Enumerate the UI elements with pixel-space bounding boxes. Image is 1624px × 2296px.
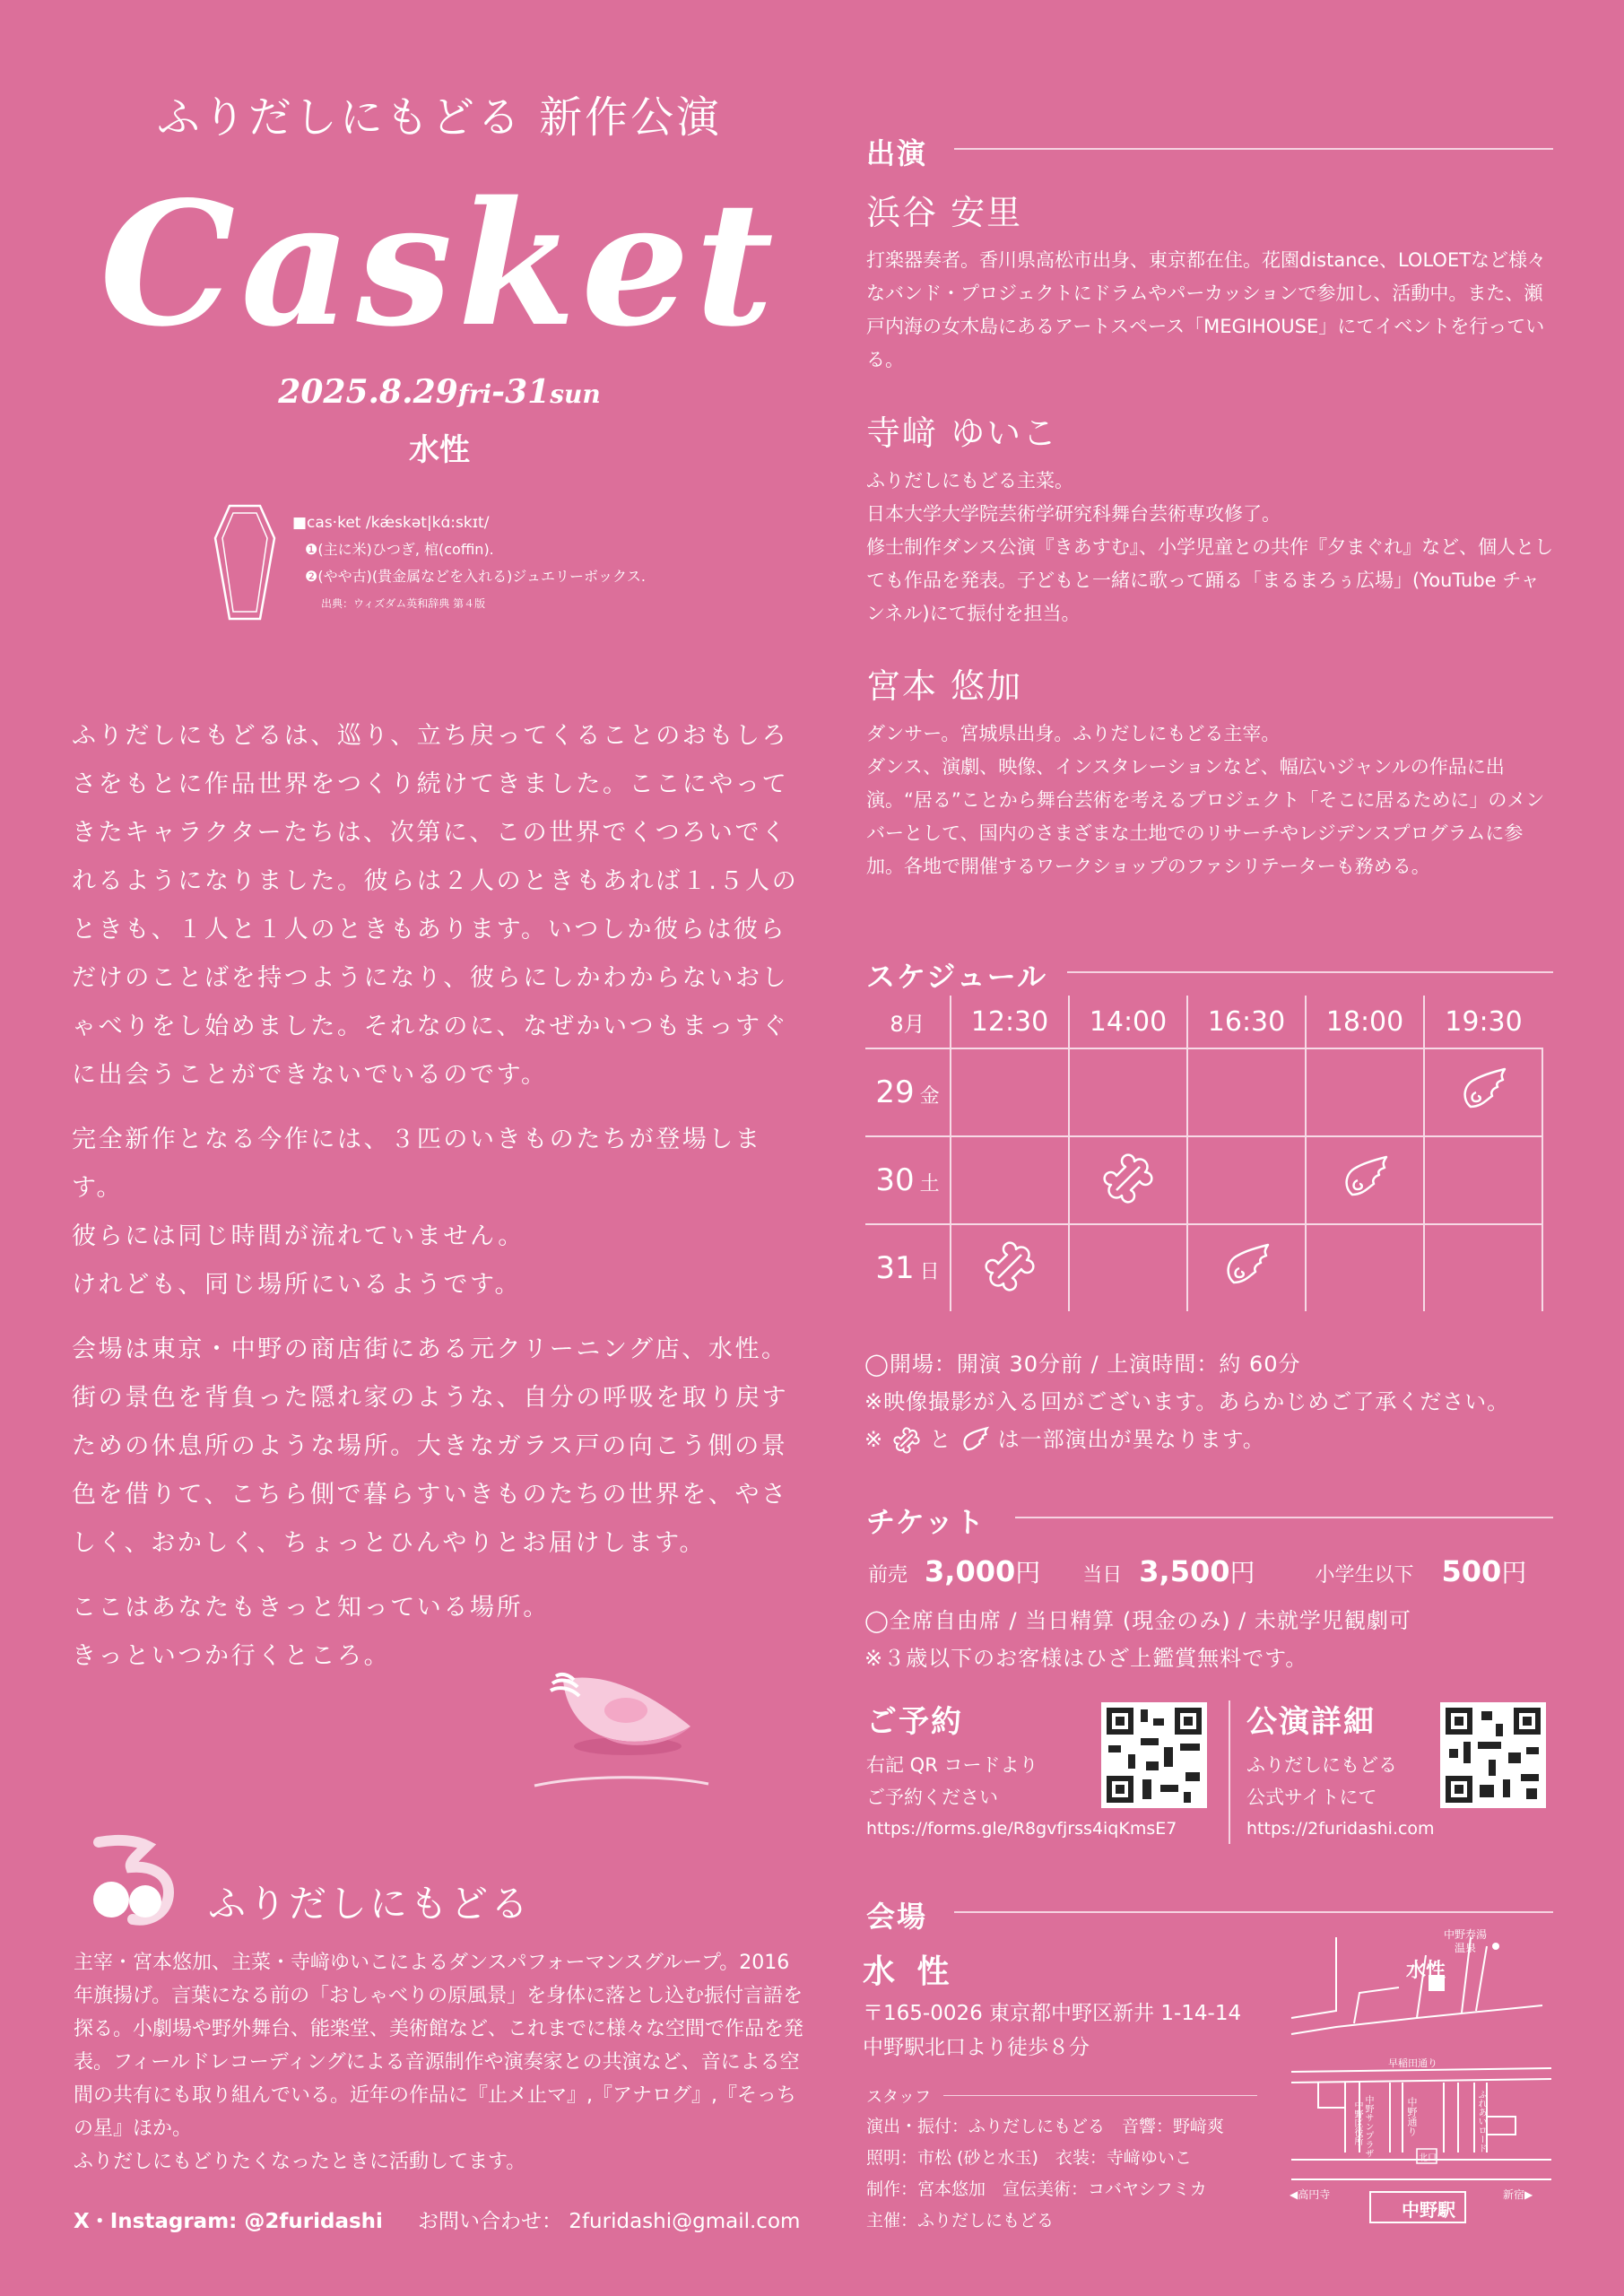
day-of-week: 金 <box>919 1085 940 1108</box>
yen: 円 <box>1501 1558 1527 1587</box>
schedule-time: 14:00 <box>1069 996 1187 1048</box>
child-price: 500 <box>1441 1554 1502 1588</box>
map-north-exit: 北口 <box>1419 2153 1437 2163</box>
note-suffix: は一部演出が異なります。 <box>997 1427 1265 1452</box>
column-divider <box>1229 1700 1230 1844</box>
schedule-cell <box>1424 1224 1542 1311</box>
intro-text <box>72 712 807 1681</box>
wing-icon <box>1338 1152 1392 1205</box>
schedule-row <box>865 1224 1542 1311</box>
schedule-heading: スケジュール <box>866 960 1048 994</box>
details-text-2: 公式サイトにて <box>1246 1787 1377 1808</box>
schedule-time: 18:00 <box>1306 996 1424 1048</box>
venue-short: 水性 <box>409 432 470 468</box>
cast-name-1: 浜谷 安里 <box>866 193 1023 232</box>
cast-divider <box>954 148 1553 150</box>
staff-line-4: 主催：ふりだしにもどる <box>866 2211 1055 2231</box>
wing-icon <box>1220 1239 1273 1293</box>
dictionary-sense-1: ❶(主に米)ひつぎ, 棺(coffin). <box>305 541 494 558</box>
company-description-last: ふりだしにもどりたくなったときに活動してます。 <box>74 2151 526 2173</box>
sns-account[interactable]: X・Instagram: @2furidashi <box>74 2210 383 2233</box>
map-street-sunplaza: 中野サンプラザ <box>1363 2095 1373 2158</box>
intro-paragraph-2-line-2: 彼らには同じ時間が流れていません。 <box>72 1222 525 1250</box>
venue-address: 〒165-0026 東京都中野区新井 1-14-14 <box>863 2002 1242 2025</box>
wing-icon <box>960 1425 990 1456</box>
map-street-fureai: ふれあいロード <box>1476 2090 1486 2152</box>
advance-price: 3,000 <box>925 1554 1016 1588</box>
venue-access: 中野駅北口より徒歩８分 <box>863 2036 1090 2059</box>
ticket-note-2: ※３歳以下のお客様はひざ上鑑賞無料です。 <box>864 1646 1308 1671</box>
schedule-notes <box>864 1345 1509 1458</box>
schedule-day-label <box>865 1048 951 1136</box>
date-start: 2025.8.29 <box>278 373 458 411</box>
ticket-prices <box>868 1553 1526 1589</box>
yen: 円 <box>1229 1558 1255 1587</box>
schedule-time: 16:30 <box>1187 996 1306 1048</box>
ticket-notes <box>864 1602 1411 1677</box>
company-logo-icon <box>83 1830 190 1928</box>
intro-paragraph-2-line-1: 完全新作となる今作には、３匹のいきものたちが登場します。 <box>72 1126 762 1202</box>
note-prefix: ※ <box>864 1427 884 1452</box>
weekday-sun: sun <box>550 379 601 409</box>
day-number: 31 <box>875 1250 915 1286</box>
weekday-fri: fri <box>457 379 492 409</box>
wing-icon <box>1456 1064 1510 1118</box>
schedule-cell <box>951 1136 1069 1224</box>
schedule-cell <box>1306 1224 1424 1311</box>
ticket-heading: チケット <box>866 1505 986 1539</box>
page-title: Casket <box>100 164 779 364</box>
reserve-heading: ご予約 <box>866 1704 963 1740</box>
schedule-header-row <box>865 996 1542 1048</box>
schedule-time: 12:30 <box>951 996 1069 1048</box>
venue-name: 水 性 <box>863 1953 955 1990</box>
details-text-1: ふりだしにもどる <box>1246 1754 1397 1776</box>
schedule-cell <box>1424 1136 1542 1224</box>
bone-icon <box>1099 1149 1158 1208</box>
schedule-cell <box>1424 1048 1542 1136</box>
reserve-text <box>866 1749 1038 1813</box>
map-street-waseda: 早稲田通り <box>1388 2057 1437 2069</box>
map-direction-right: 新宿▶ <box>1503 2188 1533 2201</box>
reserve-text-1: 右記 QR コードより <box>866 1754 1038 1776</box>
schedule-cell <box>1187 1136 1306 1224</box>
bone-icon <box>891 1425 922 1456</box>
schedule-cell <box>1306 1048 1424 1136</box>
schedule-note-2: ※映像撮影が入る回がございます。あらかじめご了承ください。 <box>864 1389 1510 1414</box>
staff-line-1: 演出・振付：ふりだしにもどる 音響：野﨑爽 <box>866 2117 1225 2136</box>
date-end: -31 <box>491 373 551 411</box>
door-price: 3,500 <box>1139 1554 1230 1588</box>
schedule-cell <box>951 1048 1069 1136</box>
cast-bio-3: ダンサー。宮城県出身。ふりだしにもどる主宰。 ダンス、演劇、映像、インスタレーションなど、幅広いジャンルの作品に出演。“居る”ことから舞台芸術を考えるプロジェクト「そこに居るために」のメンバーとして、国内のさまざまな土地でのリサーチやレジデンスプログラムに参加。各地で開催するワークショップのファシリテーターも務める。 <box>866 723 1545 877</box>
reserve-url[interactable]: https://forms.gle/R8gvfjrss4iqKmsE7 <box>866 1819 1177 1839</box>
intro-paragraph-4-line-2: きっといつか行くところ。 <box>72 1642 391 1670</box>
intro-paragraph-1: ふりだしにもどるは、巡り、立ち戻ってくることのおもしろさをもとに作品世界をつくり続けてきました。ここにやってきたキャラクターたちは、次第に、この世界でくつろいでくれるようになりました。彼らは２人のときもあれば１.５人のときも、１人と１人のときもあります。いつしか彼らは彼らだけのことばを持つようになり、彼らにしかわからないおしゃべりをし始めました。それなのに、なぜかいつもまっすぐに出会うことができないでいるのです。 <box>72 722 799 1089</box>
map-direction-left: ◀高円寺 <box>1290 2188 1331 2201</box>
intro-paragraph-3: 会場は東京・中野の商店街にある元クリーニング店、水性。街の景色を背負った隠れ家のような、自分の呼吸を取り戻すための休息所のような場所。大きなガラス戸の向こう側の景色を借りて、こちら側で暮らすいきものたちの世界を、やさしく、おかしく、ちょっとひんやりとお届けします。 <box>72 1335 789 1557</box>
shell-illustration <box>529 1664 726 1798</box>
details-qr-code[interactable] <box>1440 1702 1546 1808</box>
dictionary-entry <box>292 509 646 617</box>
cast-bio-1: 打楽器奏者。香川県高松市出身、東京都在住。花園distance、LOLOETなど様々なバンド・プロジェクトにドラムやパーカッションで参加し、活動中。また、瀬戸内海の女木島にあるアートスペース「MEGIHOUSE」にてイベントを行っている。 <box>866 249 1547 370</box>
details-url[interactable]: https://2furidashi.com <box>1246 1819 1435 1839</box>
yen: 円 <box>1015 1558 1041 1587</box>
details-heading: 公演詳細 <box>1246 1704 1376 1740</box>
schedule-cell <box>1187 1224 1306 1311</box>
schedule-month: 8月 <box>865 996 951 1048</box>
note-and: と <box>929 1427 952 1452</box>
schedule-time: 19:30 <box>1424 996 1542 1048</box>
performance-dates <box>0 373 879 411</box>
child-label: 小学生以下 <box>1315 1564 1414 1587</box>
dictionary-headword: ■cas·ket /kǽskət|kɑ́:skɪt/ <box>292 514 490 532</box>
contact-email[interactable]: お問い合わせ： 2furidashi@gmail.com <box>418 2210 801 2233</box>
day-of-week: 日 <box>919 1261 940 1283</box>
staff-line-3: 制作：宮本悠加 宣伝美術：コバヤシフミカ <box>866 2179 1207 2199</box>
schedule-cell <box>1306 1136 1424 1224</box>
dictionary-source: 出典：ウィズダム英和辞典 第４版 <box>321 597 486 610</box>
reserve-qr-code[interactable] <box>1101 1702 1207 1808</box>
schedule-day-label <box>865 1136 951 1224</box>
schedule-note-3 <box>864 1421 1509 1458</box>
staff-line-2: 照明：市松 (砂と水玉) 衣装：寺﨑ゆいこ <box>866 2148 1192 2168</box>
map-street-nakano-dori: 中野通り <box>1406 2097 1418 2136</box>
map-venue-label: 水性 <box>1406 1960 1446 1982</box>
intro-paragraph-4-line-1: ここはあなたもきっと知っている場所。 <box>72 1594 550 1622</box>
intro-paragraph-2-line-3: けれども、同じ場所にいるようです。 <box>72 1271 522 1299</box>
schedule-cell <box>1069 1224 1187 1311</box>
door-label: 当日 <box>1082 1564 1123 1587</box>
cast-name-2: 寺﨑 ゆいこ <box>866 413 1059 453</box>
schedule-day-label <box>865 1224 951 1311</box>
dictionary-sense-2: ❷(やや古)(貴金属などを入れる)ジュエリーボックス. <box>305 568 646 585</box>
coffin-icon <box>212 502 278 622</box>
details-text <box>1246 1749 1397 1813</box>
ticket-note-1: ◯全席自由席 / 当日精算 (現金のみ) / 未就学児観劇可 <box>864 1608 1411 1633</box>
map-street-ward-office: 中野区役所 <box>1352 2100 1362 2145</box>
schedule-row <box>865 1136 1542 1224</box>
schedule-divider <box>1067 971 1553 973</box>
bone-icon <box>980 1237 1039 1296</box>
schedule-note-1: ◯開場：開演 30分前 / 上演時間：約 60分 <box>864 1352 1301 1377</box>
company-description-main: 主宰・宮本悠加、主菜・寺﨑ゆいこによるダンスパフォーマンスグループ。2016年旗揚げ。言葉になる前の「おしゃべりの原風景」を身体に落とし込む振付言語を探る。小劇場や野外舞台、能楽堂、美術館など、これまでに様々な空間で作品を発表。フィールドレコーディングによる音源制作や演奏家との共演など、音による空間の共有にも取り組んでいる。近年の作品に『止メ止マ』,『アナログ』,『そっちの星』ほか。 <box>74 1952 804 2140</box>
cast-heading: 出演 <box>866 136 928 170</box>
schedule-cell <box>1069 1136 1187 1224</box>
reserve-text-2: ご予約ください <box>866 1787 998 1808</box>
map-bath-label: 中野寿湯 温泉 <box>1444 1928 1488 1954</box>
schedule-cell <box>1069 1048 1187 1136</box>
map-station: 中野駅 <box>1402 2199 1455 2221</box>
cast-name-3: 宮本 悠加 <box>866 666 1023 706</box>
venue-heading: 会場 <box>866 1900 928 1934</box>
venue-divider <box>954 1911 1553 1913</box>
staff-list <box>866 2111 1224 2237</box>
schedule-row <box>865 1048 1542 1136</box>
advance-label: 前売 <box>868 1564 908 1587</box>
company-name: ふりだしにもどる <box>208 1882 532 1926</box>
staff-heading: スタッフ <box>866 2088 931 2107</box>
cast-bio-2: ふりだしにもどる主菜。 日本大学大学院芸術学研究科舞台芸術専攻修了。 修士制作ダンス公演『きあすむ』、小学児童との共作『夕まぐれ』など、個人としても作品を発表。子どもと一緒に歌って踊る「まるまろぅ広場」(YouTube チャンネル)にて振付を担当。 <box>866 470 1554 624</box>
day-number: 30 <box>875 1162 915 1198</box>
day-number: 29 <box>875 1074 915 1110</box>
page-subtitle: ふりだしにもどる 新作公演 <box>156 92 723 143</box>
company-description <box>74 1946 809 2179</box>
ticket-divider <box>1015 1517 1553 1518</box>
schedule-cell <box>1187 1048 1306 1136</box>
schedule-cell <box>951 1224 1069 1311</box>
day-of-week: 土 <box>919 1173 940 1196</box>
staff-divider <box>943 2095 1257 2096</box>
schedule-table <box>865 996 1543 1311</box>
